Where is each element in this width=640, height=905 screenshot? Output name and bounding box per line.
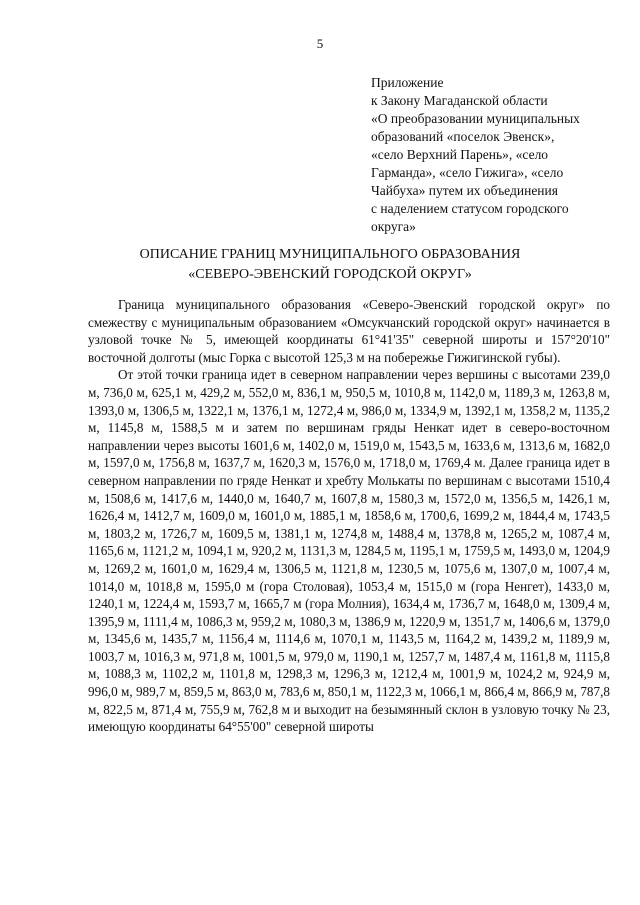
appendix-line: «О преобразовании муниципальных: [371, 111, 580, 126]
paragraph-boundary-start: Граница муниципального образования «Северо-Эвенский городской округ» по смежеству с муниципальным образованием «Омсукчанский городской округ» начинается в узловой точке № 5, имеющей координаты 61°41'35" северной широты и 157°20'10" восточной долготы (мыс Горка с высотой 125,3 м на побережье Гижигинской губы).: [88, 297, 610, 365]
appendix-line: Приложение: [371, 75, 444, 90]
page-number: 5: [316, 36, 324, 51]
appendix-line: образований «поселок Эвенск»,: [371, 129, 555, 144]
title-line-2: «СЕВЕРО-ЭВЕНСКИЙ ГОРОДСКОЙ ОКРУГ»: [188, 267, 472, 282]
title-line-1: ОПИСАНИЕ ГРАНИЦ МУНИЦИПАЛЬНОГО ОБРАЗОВАНИЯ: [139, 247, 521, 262]
document-title: [50, 245, 610, 285]
appendix-line: округа»: [371, 219, 416, 234]
appendix-line: Гарманда», «село Гижига», «село: [371, 165, 564, 180]
appendix-note: [371, 74, 621, 236]
paragraph-boundary-route: От этой точки граница идет в северном направлении через вершины с высотами 239,0 м, 736,0 м, 625,1 м, 429,2 м, 552,0 м, 836,1 м, 950,5 м, 1010,8 м, 1142,0 м, 1189,3 м, 1263,8 м, 1393,0 м, 1306,5 м, 1322,1 м, 1376,1 м, 1272,4 м, 986,0 м, 1334,9 м, 1392,1 м, 1358,2 м, 1135,2 м, 1145,8 м, 1588,5 м и затем по вершинам гряды Ненкат идет в северо-восточном направлении через высоты 1601,6 м, 1402,0 м, 1519,0 м, 1543,5 м, 1633,6 м, 1313,6 м, 1682,0 м, 1597,0 м, 1756,8 м, 1637,7 м, 1620,3 м, 1576,0 м, 1718,0 м, 1769,4 м. Далее граница идет в северном направлении по гряде Ненкат и хребту Молькаты по вершинам с высотами 1510,4 м, 1508,6 м, 1417,6 м, 1440,0 м, 1640,7 м, 1607,8 м, 1580,3 м, 1572,0 м, 1356,5 м, 1426,1 м, 1626,4 м, 1412,7 м, 1609,0 м, 1601,0 м, 1885,1 м, 1858,6 м, 1700,6, 1699,2 м, 1844,4 м, 1743,5 м, 1803,2 м, 1726,7 м, 1609,5 м, 1381,1 м, 1274,8 м, 1488,4 м, 1378,8 м, 1265,2 м, 1087,4 м, 1165,6 м, 1121,2 м, 1094,1 м, 920,2 м, 1131,3 м, 1284,5 м, 1195,1 м, 1759,5 м, 1493,0 м, 1204,9 м, 1269,2 м, 1601,0 м, 1629,4 м, 1306,5 м, 1121,8 м, 1230,5 м, 1075,6 м, 1307,0 м, 1007,4 м, 1014,0 м, 1018,8 м, 1595,0 м (гора Столовая), 1053,4 м, 1515,0 м (гора Ненгет), 1433,0 м, 1240,1 м, 1224,4 м, 1593,7 м, 1665,7 м (гора Молния), 1634,4 м, 1736,7 м, 1648,0 м, 1309,4 м, 1395,9 м, 1111,4 м, 1086,3 м, 959,2 м, 1080,3 м, 1386,9 м, 1220,9 м, 1351,7 м, 1406,6 м, 1379,0 м, 1345,6 м, 1435,7 м, 1156,4 м, 1114,6 м, 1070,1 м, 1143,5 м, 1164,2 м, 1439,2 м, 1189,9 м, 1003,7 м, 1016,3 м, 971,8 м, 1001,5 м, 979,0 м, 1190,1 м, 1257,7 м, 1487,4 м, 1161,8 м, 1115,8 м, 1088,3 м, 1102,2 м, 1101,8 м, 1298,3 м, 1296,3 м, 1212,4 м, 1001,9 м, 1024,2 м, 924,9 м, 996,0 м, 989,7 м, 859,5 м, 863,0 м, 783,6 м, 850,1 м, 1122,3 м, 1066,1 м, 866,4 м, 866,9 м, 787,8 м, 822,5 м, 871,4 м, 755,9 м, 762,8 м и выходит на безымянный склон в узловую точку № 23, имеющую координаты 64°55'00" северной широты: [88, 367, 610, 735]
appendix-line: с наделением статусом городского: [371, 201, 569, 216]
appendix-line: Чайбуха» путем их объединения: [371, 183, 558, 198]
appendix-line: к Закону Магаданской области: [371, 93, 548, 108]
document-body: [88, 296, 610, 736]
appendix-line: «село Верхний Парень», «село: [371, 147, 549, 162]
